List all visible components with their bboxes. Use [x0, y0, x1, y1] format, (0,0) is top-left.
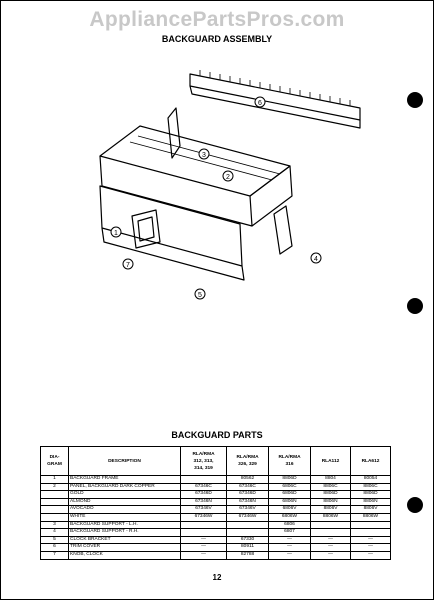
- table-cell: 6806V: [269, 506, 311, 514]
- right-support: [274, 206, 292, 254]
- rear-rail: [190, 74, 360, 120]
- watermark: AppliancePartsPros.com: [89, 8, 345, 31]
- parts-table: [40, 446, 391, 560]
- table-cell: [351, 521, 391, 529]
- callout-4: 4: [314, 256, 318, 263]
- table-row: [41, 536, 391, 544]
- binder-hole-top: [407, 92, 423, 108]
- table-cell: 4: [41, 529, 69, 537]
- table-cell: GOLD: [69, 491, 181, 499]
- table-cell: [41, 491, 69, 499]
- binder-hole-bottom: [407, 497, 423, 513]
- table-cell: —: [311, 551, 351, 559]
- table-cell: ALMOND: [69, 498, 181, 506]
- table-cell: —: [181, 551, 227, 559]
- table-cell: 8806W: [311, 513, 351, 521]
- table-row: [41, 483, 391, 491]
- table-cell: 8806D: [311, 491, 351, 499]
- table-cell: 6807: [269, 529, 311, 537]
- column-header: RLA/RMA 312, 313, 314, 319: [181, 447, 227, 476]
- column-header: DIA- GRAM: [41, 447, 69, 476]
- table-cell: —: [269, 544, 311, 552]
- table-cell: 6806: [269, 521, 311, 529]
- table-cell: 80054: [351, 476, 391, 484]
- table-row: [41, 498, 391, 506]
- table-cell: —: [351, 551, 391, 559]
- table-row: [41, 506, 391, 514]
- exploded-diagram: [60, 46, 380, 316]
- table-cell: 2: [41, 483, 69, 491]
- table-cell: —: [181, 536, 227, 544]
- table-cell: 67346N: [227, 498, 269, 506]
- table-cell: [311, 521, 351, 529]
- table-cell: [181, 529, 227, 537]
- table-cell: 80911: [227, 544, 269, 552]
- table-cell: 6806N: [269, 498, 311, 506]
- table-cell: 67346N: [181, 498, 227, 506]
- table-row: [41, 513, 391, 521]
- table-cell: 82788: [227, 551, 269, 559]
- table-cell: 6806W: [269, 513, 311, 521]
- table-cell: PANEL, BACKGUARD DARK COPPER: [69, 483, 181, 491]
- table-cell: WHITE: [69, 513, 181, 521]
- parts-table-header: [41, 447, 391, 476]
- left-support: [168, 108, 180, 158]
- table-cell: [41, 498, 69, 506]
- column-header: RLA/RMA 326, 329: [227, 447, 269, 476]
- table-row: [41, 544, 391, 552]
- table-cell: BACKGUARD SUPPORT - L.H.: [69, 521, 181, 529]
- table-cell: [181, 476, 227, 484]
- column-header: RLA/RMA 316: [269, 447, 311, 476]
- table-cell: —: [351, 544, 391, 552]
- table-cell: TRIM COVER: [69, 544, 181, 552]
- table-cell: 6: [41, 544, 69, 552]
- page-number: 12: [212, 573, 222, 582]
- table-cell: 8804: [311, 476, 351, 484]
- table-cell: —: [181, 544, 227, 552]
- table-cell: —: [311, 544, 351, 552]
- callout-1: 1: [114, 230, 118, 237]
- table-cell: 67346V: [227, 506, 269, 514]
- callout-7: 7: [126, 262, 130, 269]
- table-cell: 6806D: [269, 491, 311, 499]
- table-cell: —: [269, 536, 311, 544]
- table-cell: [181, 521, 227, 529]
- table-cell: BACKGUARD SUPPORT - R.H.: [69, 529, 181, 537]
- table-row: [41, 529, 391, 537]
- table-cell: 8806D: [351, 491, 391, 499]
- table-cell: [227, 521, 269, 529]
- callout-6: 6: [258, 100, 262, 107]
- table-cell: —: [351, 536, 391, 544]
- table-cell: 5: [41, 536, 69, 544]
- table-cell: —: [311, 536, 351, 544]
- table-cell: 67346C: [181, 483, 227, 491]
- table-row: [41, 476, 391, 484]
- parts-title: BACKGUARD PARTS: [171, 430, 263, 440]
- table-cell: 8806C: [311, 483, 351, 491]
- table-cell: 67346V: [181, 506, 227, 514]
- table-cell: 67346C: [227, 483, 269, 491]
- table-cell: —: [269, 551, 311, 559]
- table-cell: 67346D: [227, 491, 269, 499]
- table-cell: 8806C: [351, 483, 391, 491]
- table-cell: 8806V: [351, 506, 391, 514]
- callout-3: 3: [202, 152, 206, 159]
- table-cell: AVOCADO: [69, 506, 181, 514]
- backguard-frame: [100, 126, 290, 196]
- table-row: [41, 551, 391, 559]
- table-cell: 67346W: [181, 513, 227, 521]
- table-cell: 80562: [227, 476, 269, 484]
- table-cell: [351, 529, 391, 537]
- table-cell: KNOB, CLOCK: [69, 551, 181, 559]
- table-row: [41, 521, 391, 529]
- front-panel: [100, 186, 242, 266]
- table-cell: 67346D: [181, 491, 227, 499]
- table-cell: 3: [41, 521, 69, 529]
- table-cell: 1: [41, 476, 69, 484]
- table-cell: [311, 529, 351, 537]
- assembly-title: BACKGUARD ASSEMBLY: [161, 34, 273, 44]
- table-cell: 7: [41, 551, 69, 559]
- table-cell: 8806W: [351, 513, 391, 521]
- table-cell: [227, 529, 269, 537]
- callout-5: 5: [198, 292, 202, 299]
- table-row: [41, 491, 391, 499]
- table-cell: BACKGUARD FRAME: [69, 476, 181, 484]
- table-cell: [41, 513, 69, 521]
- table-cell: 8806D: [269, 476, 311, 484]
- table-cell: 8806N: [351, 498, 391, 506]
- table-cell: CLOCK BRACKET: [69, 536, 181, 544]
- column-header: DESCRIPTION: [69, 447, 181, 476]
- table-cell: 8806V: [311, 506, 351, 514]
- table-cell: 67346W: [227, 513, 269, 521]
- callout-2: 2: [226, 174, 230, 181]
- column-header: RLA112: [311, 447, 351, 476]
- binder-hole-middle: [407, 298, 423, 314]
- column-header: RLA612: [351, 447, 391, 476]
- table-cell: 8806N: [311, 498, 351, 506]
- table-cell: 6806C: [269, 483, 311, 491]
- table-cell: [41, 506, 69, 514]
- table-cell: 67330: [227, 536, 269, 544]
